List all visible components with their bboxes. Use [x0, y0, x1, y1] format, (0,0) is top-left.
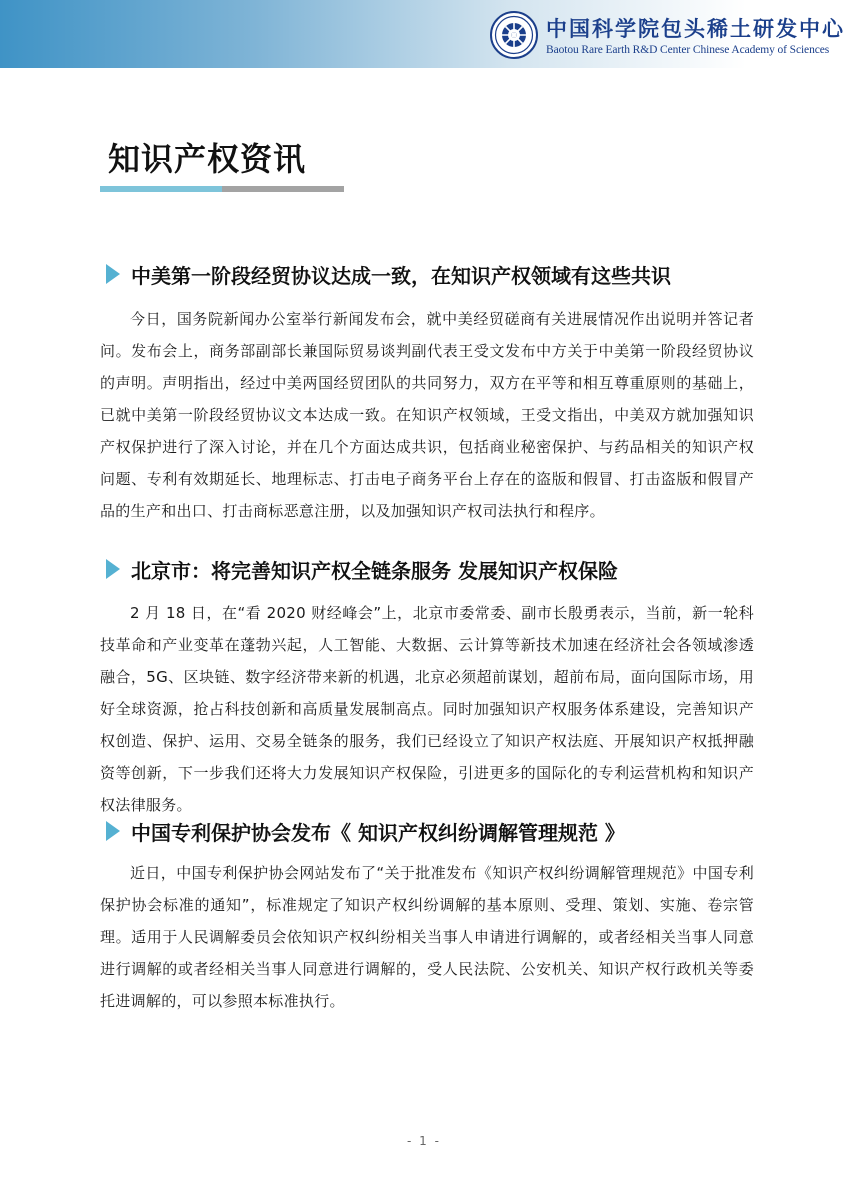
page-title: 知识产权资讯 — [108, 140, 307, 178]
title-underline-gray — [222, 186, 344, 192]
triangle-bullet-icon — [106, 821, 120, 841]
article-heading — [106, 816, 766, 846]
article-body: 2 月 18 日，在“看 2020 财经峰会”上，北京市委常委、副市长殷勇表示，当前，新一轮科技革命和产业变革在蓬勃兴起，人工智能、大数据、云计算等新技术加速在经济社会各领域渗透融合，5G、区块链、数字经济带来新的机遇，北京必须超前谋划，超前布局，面向国际市场，用好全球资源，抢占科技创新和高质量发展制高点。同时加强知识产权服务体系建设，完善知识产权创造、保护、运用、交易全链条的服务，我们已经设立了知识产权法庭、开展知识产权抵押融资等创新，下一步我们还将大力发展知识产权保险，引进更多的国际化的专利运营机构和知识产权法律服务。 — [100, 604, 754, 814]
triangle-bullet-icon — [106, 559, 120, 579]
page-number: - 1 - — [407, 1134, 441, 1148]
article-heading — [106, 554, 766, 584]
article-heading — [106, 259, 766, 289]
article-body: 近日，中国专利保护协会网站发布了“关于批准发布《知识产权纠纷调解管理规范》中国专利保护协会标准的通知”，标准规定了知识产权纠纷调解的基本原则、受理、策划、实施、卷宗管理。适用于人民调解委员会依知识产权纠纷相关当事人申请进行调解的，或者经相关当事人同意进行调解的或者经相关当事人同意进行调解的，受人民法院、公安机关、知识产权行政机关等委托进调解的，可以参照本标准执行。 — [100, 864, 754, 1010]
triangle-bullet-icon — [106, 264, 120, 284]
org-logo — [490, 10, 845, 60]
title-underline-blue — [100, 186, 222, 192]
org-name-en: Baotou Rare Earth R&D Center Chinese Academy of Sciences — [546, 44, 830, 56]
cas-seal-icon — [490, 11, 538, 59]
article-heading-text: 中国专利保护协会发布《 知识产权纠纷调解管理规范 》 — [131, 820, 625, 845]
article-heading-text: 北京市：将完善知识产权全链条服务 发展知识产权保险 — [131, 558, 618, 583]
article-heading-text: 中美第一阶段经贸协议达成一致，在知识产权领域有这些共识 — [131, 263, 671, 288]
org-name-cn: 中国科学院包头稀土研发中心 — [546, 16, 845, 41]
article-body: 今日，国务院新闻办公室举行新闻发布会，就中美经贸磋商有关进展情况作出说明并答记者问。发布会上，商务部副部长兼国际贸易谈判副代表王受文发布中方关于中美第一阶段经贸协议的声明。声明指出，经过中美两国经贸团队的共同努力，双方在平等和相互尊重原则的基础上，已就中美第一阶段经贸协议文本达成一致。在知识产权领域，王受文指出，中美双方就加强知识产权保护进行了深入讨论，并在几个方面达成共识，包括商业秘密保护、与药品相关的知识产权问题、专利有效期延长、地理标志、打击电子商务平台上存在的盗版和假冒、打击盗版和假冒产品的生产和出口、打击商标恶意注册，以及加强知识产权司法执行和程序。 — [100, 310, 754, 520]
